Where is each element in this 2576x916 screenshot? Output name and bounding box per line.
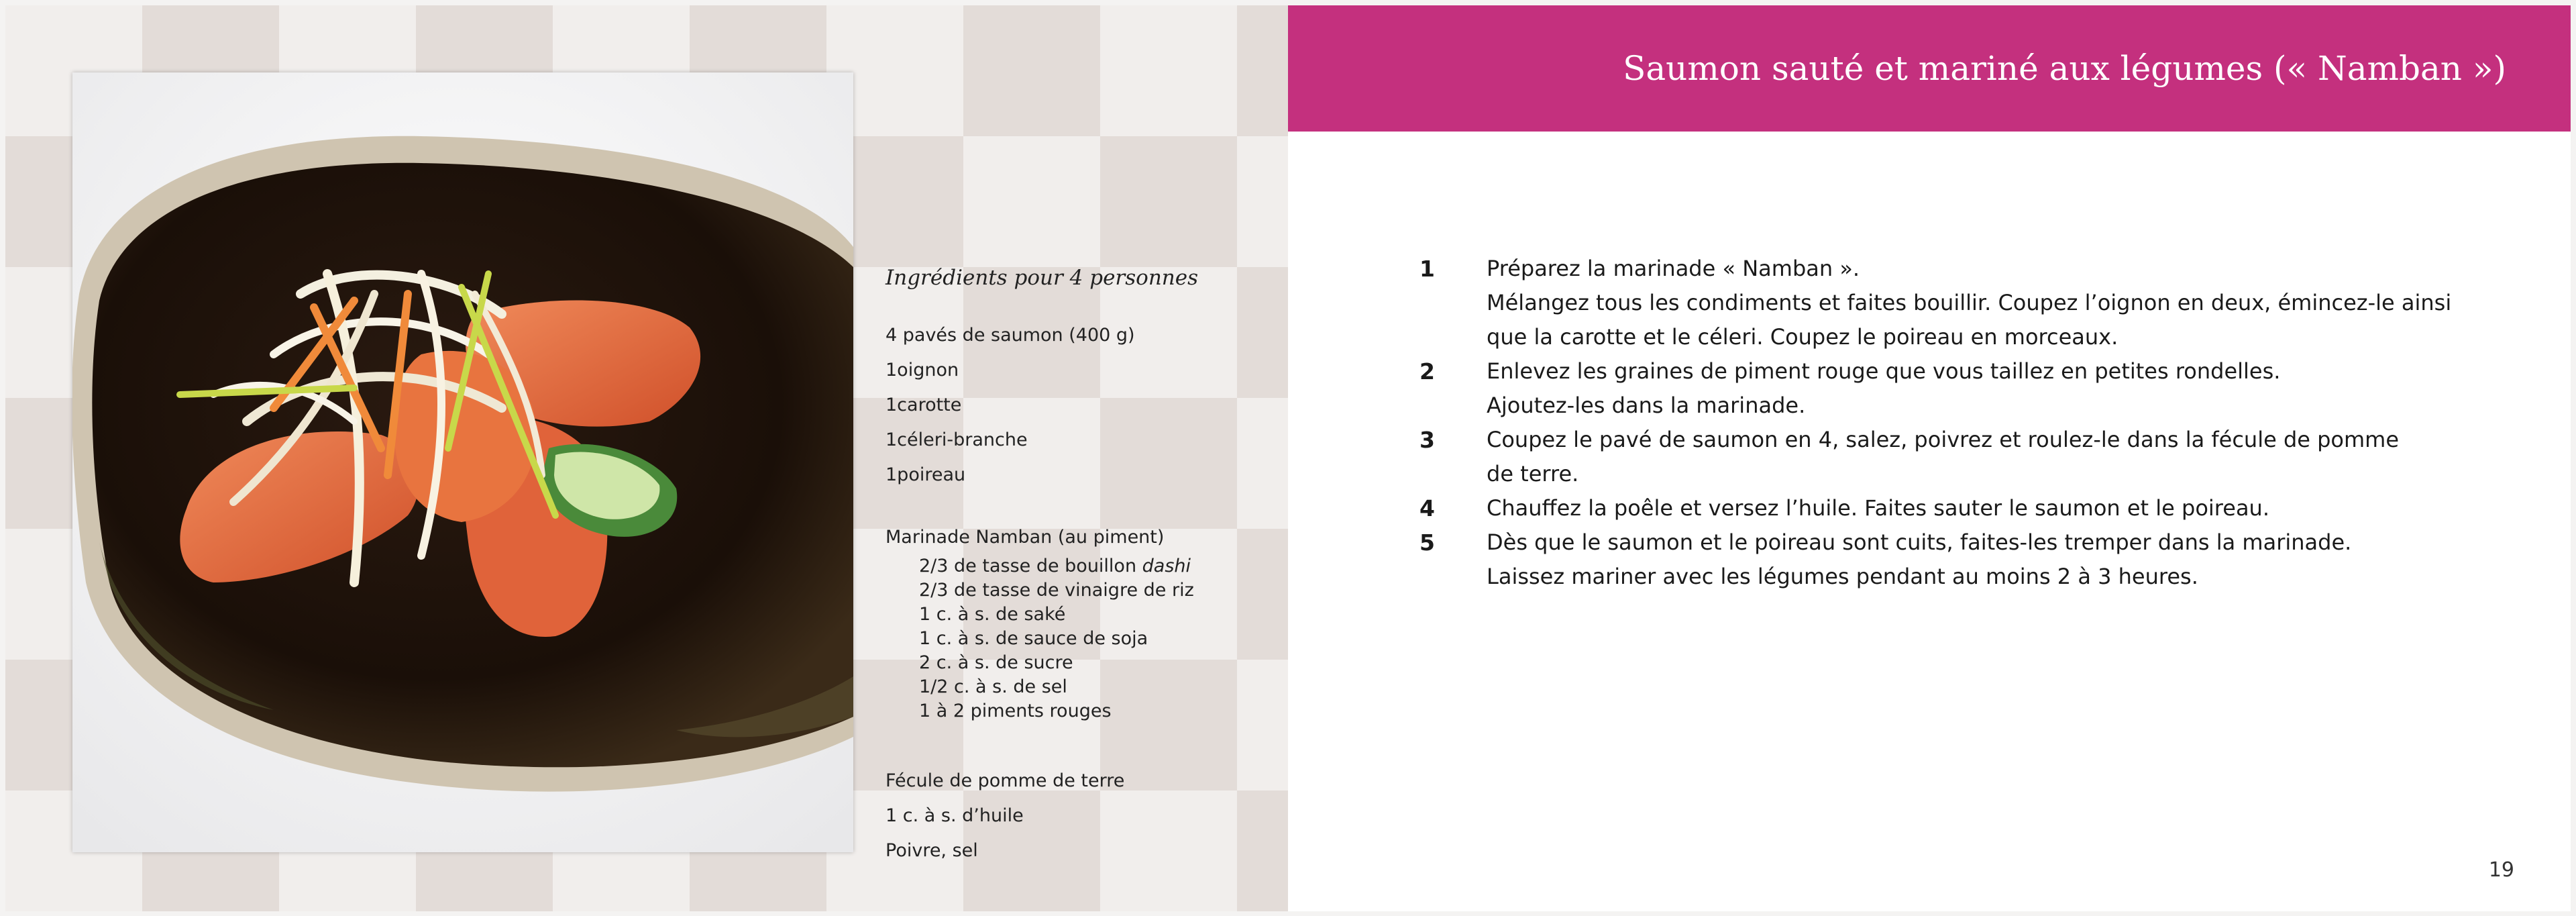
- marinade-item-text: 2/3 de tasse de bouillon: [919, 556, 1142, 576]
- ingredient-item: 1poireau: [885, 464, 966, 485]
- ingredient-item: 4 pavés de saumon (400 g): [885, 325, 1135, 346]
- salmon-dish-illustration: [72, 72, 853, 852]
- step-number: 3: [1419, 427, 1435, 453]
- steps-list: [1419, 252, 2466, 594]
- marinade-item: 2 c. à s. de sucre: [919, 652, 1073, 673]
- marinade-item-italic: dashi: [1142, 556, 1191, 576]
- ingredient-item: 1 c. à s. d’huile: [885, 805, 1024, 826]
- step-text: Enlevez les graines de piment rouge que vous taillez en petites rondelles.: [1487, 358, 2281, 384]
- marinade-item: 2/3 de tasse de vinaigre de riz: [919, 580, 1194, 601]
- right-page: [1288, 5, 2571, 911]
- step-text: Mélangez tous les condiments et faites bouillir. Coupez l’oignon en deux, émincez-le ainsi: [1487, 290, 2452, 315]
- step-item: [1419, 491, 2466, 525]
- marinade-item: 1 c. à s. de saké: [919, 604, 1066, 625]
- marinade-item: 1 c. à s. de sauce de soja: [919, 628, 1148, 649]
- ingredients-heading: Ingrédients pour 4 personnes: [885, 266, 1198, 290]
- ingredient-item: 1oignon: [885, 360, 959, 380]
- extras-block: [885, 764, 1261, 868]
- step-text: Coupez le pavé de saumon en 4, salez, poivrez et roulez-le dans la fécule de pomme: [1487, 427, 2400, 452]
- step-item: [1419, 423, 2466, 491]
- salmon-dish-photo: [72, 72, 853, 852]
- step-text: Ajoutez-les dans la marinade.: [1487, 393, 1806, 418]
- step-text: de terre.: [1487, 461, 1579, 487]
- ingredient-item: 1céleri-branche: [885, 429, 1028, 450]
- marinade-item: 1 à 2 piments rouges: [919, 701, 1112, 721]
- step-item: [1419, 252, 2466, 354]
- step-number: 5: [1419, 529, 1435, 556]
- step-text: Préparez la marinade « Namban ».: [1487, 256, 1860, 281]
- step-text: que la carotte et le céleri. Coupez le poireau en morceaux.: [1487, 324, 2118, 350]
- marinade-item: 1/2 c. à s. de sel: [919, 676, 1067, 697]
- step-item: [1419, 354, 2466, 423]
- left-page: [5, 5, 1288, 911]
- step-item: [1419, 525, 2466, 594]
- ingredient-item: Poivre, sel: [885, 840, 978, 861]
- recipe-title: Saumon sauté et mariné aux légumes (« Namban »): [1623, 49, 2506, 88]
- step-text: Laissez mariner avec les légumes pendant au moins 2 à 3 heures.: [1487, 564, 2198, 589]
- marinade-block: [885, 521, 1261, 723]
- ingredient-item: Fécule de pomme de terre: [885, 770, 1125, 791]
- marinade-item: [885, 554, 1261, 578]
- step-text: Chauffez la poêle et versez l’huile. Faites sauter le saumon et le poireau.: [1487, 495, 2269, 521]
- page-number: 19: [2488, 858, 2514, 882]
- step-text: Dès que le saumon et le poireau sont cuits, faites-les tremper dans la marinade.: [1487, 529, 2352, 555]
- step-number: 2: [1419, 358, 1435, 385]
- step-number: 1: [1419, 256, 1435, 282]
- ingredients-panel: [885, 260, 1261, 868]
- marinade-title: Marinade Namban (au piment): [885, 527, 1165, 548]
- ingredient-item: 1carotte: [885, 395, 962, 415]
- title-banner: [1288, 5, 2571, 132]
- step-number: 4: [1419, 495, 1435, 521]
